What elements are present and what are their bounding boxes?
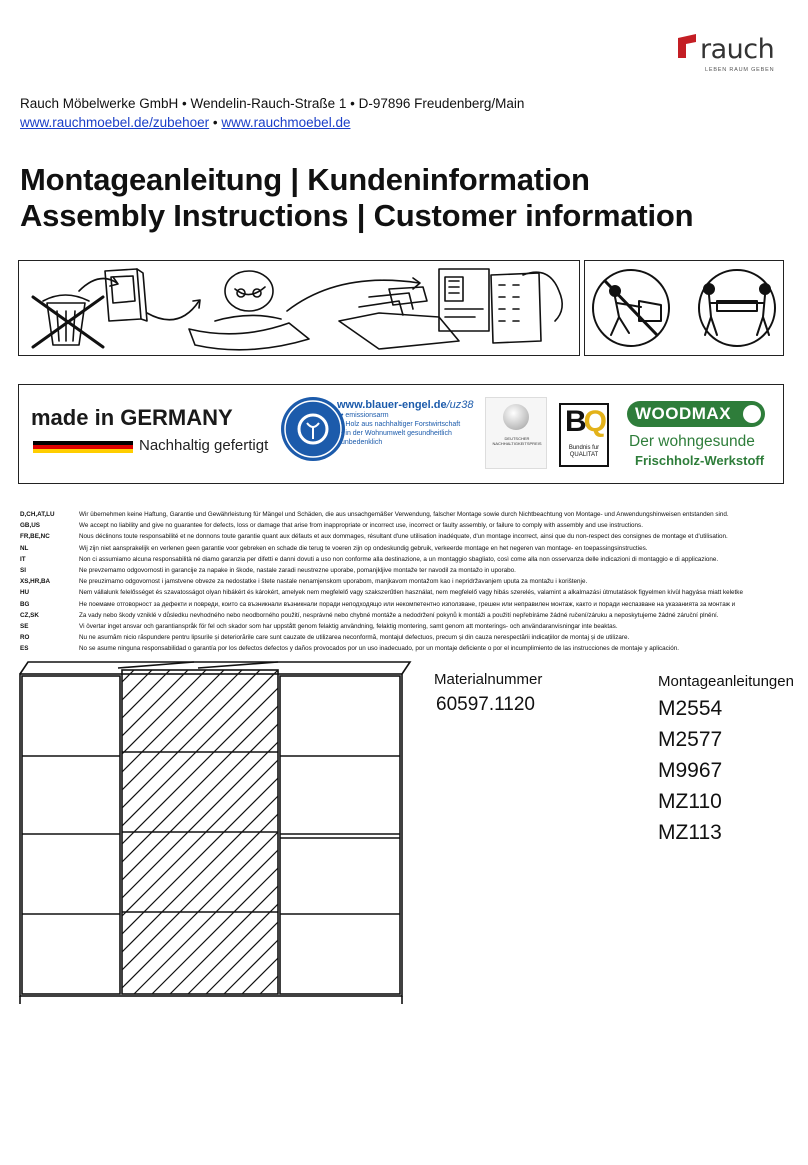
award-sphere-icon: [503, 404, 529, 430]
material-number: 60597.1120: [436, 694, 535, 715]
disclaimer-row: FR,BE,NC Nous déclinons toute responsabilité et ne donnons toute garantie quant aux défauts et aux dommages, résultant d'une utilisation inadéquate, d'un montage incorrect, ainsi que du non-respect des consignes de montage et d'utilisation.: [20, 533, 728, 541]
blauer-engel-url: www.blauer-engel.de/uz38: [337, 399, 474, 411]
rauch-logo-mark-icon: [676, 32, 702, 60]
blauer-engel-seal-icon: [281, 397, 345, 461]
instruction-code: MZ110: [658, 790, 722, 813]
brand-name: rauch: [700, 34, 775, 65]
page-title-en: Assembly Instructions | Customer information: [20, 198, 694, 233]
two-person-carry-pictogram: [584, 260, 784, 356]
blauer-engel-emblem-icon: [281, 397, 345, 461]
company-address: Rauch Möbelwerke GmbH • Wendelin-Rauch-Straße 1 • D-97896 Freudenberg/Main: [20, 96, 525, 111]
bq-subtitle: Bundnis fur QUALITAT: [568, 445, 600, 458]
two-person-carry-icon: [585, 261, 783, 355]
page-title-de: Montageanleitung | Kundeninformation: [20, 162, 590, 197]
disclaimer-row: IT Non ci assumiamo alcuna responsabilità né diamo garanzia per difetti e danni dovuti a uso non conforme alla destinazione, a un montaggio sbagliato, così come alla non osservanza delle indicazioni di montaggio e di applicazione.: [20, 555, 719, 563]
disclaimer-row: SE Vi övertar inget ansvar och garantianspråk för fel och skador som har uppstått genom felaktig användning, felaktig montering, samt genom att monterings- och användaranvisningar inte beaktas.: [20, 622, 618, 630]
instruction-code: M2577: [658, 728, 723, 751]
woodmax-leaf-icon: [743, 405, 761, 423]
disclaimer-row: CZ,SK Za vady nebo škody vzniklé v důsledku nevhodného nebo neodborného použití, nesprávné nebo chybné montáže a nedodržení pokynů k montáži a použití nepřebíráme žádné ručení/záruku a neposkytujeme žádné záruční plnění.: [20, 611, 719, 619]
brand-tagline: LEBEN RAUM GEBEN: [705, 67, 775, 73]
engel-bullet: • emissionsarm: [341, 412, 389, 419]
made-in-germany-label: made in GERMANY: [31, 405, 233, 430]
award-text: DEUTSCHER NACHHALTIGKEITSPREIS: [492, 436, 542, 446]
engel-bullet: unbedenklich: [341, 439, 383, 446]
keep-instructions-pictogram-icon: [19, 261, 579, 355]
material-number-label: Materialnummer: [434, 671, 543, 688]
bq-quality-badge: [559, 403, 609, 467]
engel-bullet: • in der Wohnumwelt gesundheitlich: [341, 430, 452, 437]
engel-bullet: • Holz aus nachhaltiger Forstwirtschaft: [341, 421, 461, 428]
disclaimer-row: D,CH,AT,LU Wir übernehmen keine Haftung, Garantie und Gewährleistung für Mängel und Schäden, die aus unsachgemäßer Verwendung, falscher Montage sowie durch Nichtbeachtung von Montage- und Anwendungshinweisen entstanden sind.: [20, 511, 729, 518]
made-in-subtitle: Nachhaltig gefertigt: [139, 437, 269, 454]
woodmax-subtitle-2: Frischholz-Werkstoff: [635, 453, 765, 468]
instruction-code: M9967: [658, 759, 723, 782]
sliding-door-wardrobe-icon: [18, 660, 414, 1006]
wardrobe-drawing: [18, 660, 414, 1011]
disclaimer-row: BG Не поемаме отговорност за дефекти и повреди, които са възникнали възникнали поради неподходящо или некомпетентно използване, грешен или неправилен монтаж, както и поради неспазване на указанията за монтаж и: [20, 600, 736, 608]
german-flag-icon: [33, 441, 133, 453]
assembly-instructions-list: [658, 693, 722, 848]
certification-banner: [18, 384, 784, 484]
woodmax-label: WOODMAX: [635, 404, 732, 423]
disclaimer-row: SI Ne prevzemamo odgovornosti in garancije za napake in škode, nastale zaradi neustrezne uporabe, pomanjkljive montaže ter navodil za montažo in uporabo.: [20, 566, 516, 574]
instruction-code: M2554: [658, 697, 723, 720]
woodmax-subtitle-1: Der wohngesunde: [629, 433, 755, 450]
woodmax-badge: [627, 401, 765, 427]
disclaimer-row: XS,HR,BA Ne preuzimamo odgovornost i jamstvene obveze za nedostatke i štete nastale nenamjenskom uporabom, manjkavom montažom kao i nepridržavanjem uputa za montažu i korištenje.: [20, 578, 588, 586]
bq-mark: BQ: [565, 405, 605, 438]
disclaimer-row: HU Nem vállalunk felelősséget és szavatosságot olyan hibákért és károkért, amelyek nem megfelelő vagy szakszerűtlen használat, nem megfelelő vagy hibás szerelés, valamint a alkalmazási útmutatások figyelmen kívül hagyása miatt keletke: [20, 589, 743, 597]
rauch-logo: [676, 30, 786, 78]
instruction-code: MZ113: [658, 821, 722, 844]
disclaimer-row: NL Wij zijn niet aansprakelijk en verlenen geen garantie voor gebreken en schade die terug te voeren zijn op ondeskundig gebruik, verkeerde montage en het negeren van montage- en toepassingsinstructies.: [20, 544, 648, 552]
instruction-pictograms: [18, 260, 580, 356]
disclaimer-row: GB,US We accept no liability and give no guarantee for defects, loss or damage that arise from inappropriate or incorrect use, incorrect or faulty assembly, or failure to comply with assembly and use instructions.: [20, 522, 643, 530]
disclaimer-row: ES No se asume ninguna responsabilidad o garantía por los defectos defectos y daños provocados por un uso inadecuado, por un montaje deficiente o por el incumplimiento de las instrucciones de montaje y aplicación.: [20, 645, 679, 653]
link-separator: •: [212, 115, 218, 130]
company-links: [20, 115, 350, 130]
accessories-link[interactable]: www.rauchmoebel.de/zubehoer: [20, 115, 210, 130]
assembly-instructions-label: Montageanleitungen: [658, 673, 794, 690]
blauer-engel-info: [337, 399, 474, 469]
sustainability-award-badge: [485, 397, 547, 469]
website-link[interactable]: www.rauchmoebel.de: [221, 115, 351, 130]
liability-disclaimers: [20, 509, 790, 654]
disclaimer-row: RO Nu ne asumăm nicio răspundere pentru lipsurile și deteriorările care sunt cauzate de utilizarea neconformă, montajul defectuos, precum și din cauza nerespectării indicațiilor de montaj și de utilizare.: [20, 634, 630, 642]
